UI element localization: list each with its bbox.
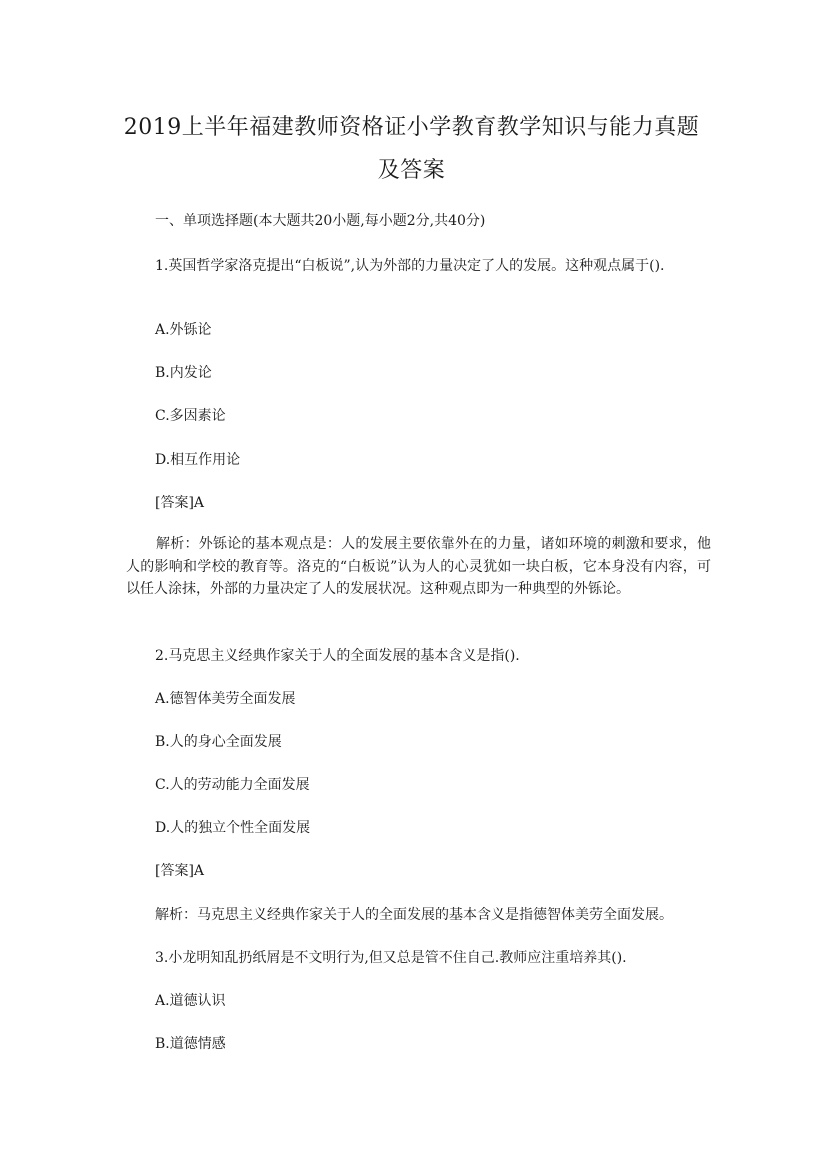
question-1-option-c: C.多因素论 <box>155 408 226 424</box>
document-title-line-1: 2019上半年福建教师资格证小学教育教学知识与能力真题 <box>123 115 700 140</box>
section-heading: 一、单项选择题(本大题共20小题,每小题2分,共40分) <box>155 213 486 229</box>
question-2-option-d: D.人的独立个性全面发展 <box>155 820 311 836</box>
question-2-option-b: B.人的身心全面发展 <box>155 734 282 750</box>
question-1-option-a: A.外铄论 <box>155 322 212 338</box>
question-1-stem: 1.英国哲学家洛克提出“白板说”,认为外部的力量决定了人的发展。这种观点属于(). <box>155 258 665 274</box>
question-2-option-c: C.人的劳动能力全面发展 <box>155 777 310 793</box>
question-2-option-a: A.德智体美劳全面发展 <box>155 691 296 707</box>
question-3-stem: 3.小龙明知乱扔纸屑是不文明行为,但又总是管不住自己.教师应注重培养其(). <box>155 950 627 966</box>
document-title-line-2: 及答案 <box>377 158 446 183</box>
question-3-option-b: B.道德情感 <box>155 1036 226 1052</box>
question-2-answer: [答案]A <box>155 863 205 879</box>
question-1-option-b: B.内发论 <box>155 365 212 381</box>
question-1-answer: [答案]A <box>155 495 205 511</box>
question-1-analysis: 解析：外铄论的基本观点是：人的发展主要依靠外在的力量，诸如环境的刺激和要求，他人的影响和学校的教育等。洛克的“白板说”认为人的心灵犹如一块白板，它本身没有内容，可以任人涂抹，外部的力量决定了人的发展状况。这种观点即为一种典型的外铄论。 <box>126 536 711 597</box>
question-2-analysis: 解析：马克思主义经典作家关于人的全面发展的基本含义是指德智体美劳全面发展。 <box>155 907 673 923</box>
question-3-option-a: A.道德认识 <box>155 993 226 1009</box>
question-1-option-d: D.相互作用论 <box>155 452 241 468</box>
question-2-stem: 2.马克思主义经典作家关于人的全面发展的基本含义是指(). <box>155 648 520 664</box>
